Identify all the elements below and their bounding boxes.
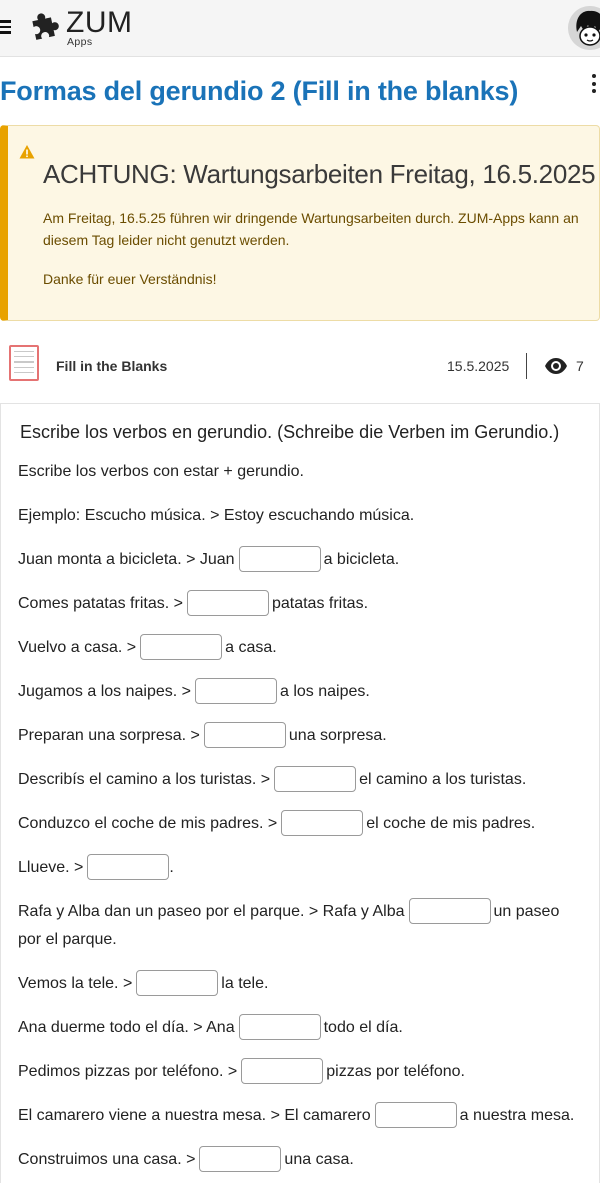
exercise-intro: Escribe los verbos con estar + gerundio. bbox=[18, 463, 304, 480]
exercise-item bbox=[18, 1058, 465, 1086]
item-text-after: a los naipes. bbox=[280, 683, 370, 700]
exercise-item bbox=[18, 590, 368, 618]
item-text-before: Llueve. > bbox=[18, 859, 84, 876]
app-type-label: Fill in the Blanks bbox=[56, 358, 168, 374]
item-text-after: pizzas por teléfono. bbox=[326, 1063, 465, 1080]
answer-input-4[interactable] bbox=[195, 678, 277, 704]
alert-text: Am Freitag, 16.5.25 führen wir dringende Wartungsarbeiten durch. ZUM-Apps kann an diesem Tag leider nicht genutzt werden. bbox=[43, 210, 579, 248]
exercise-item bbox=[18, 678, 370, 706]
exercise-instructions: Escribe los verbos en gerundio. (Schreibe die Verben im Gerundio.) bbox=[20, 422, 560, 442]
answer-input-7[interactable] bbox=[281, 810, 363, 836]
item-text-after: a bicicleta. bbox=[323, 551, 400, 568]
item-text-after: el camino a los turistas. bbox=[359, 771, 527, 788]
answer-input-6[interactable] bbox=[274, 766, 356, 792]
alert-thanks: Danke für euer Verständnis! bbox=[43, 271, 217, 287]
hamburger-menu-icon[interactable] bbox=[0, 20, 12, 36]
item-text-after: una sorpresa. bbox=[288, 727, 387, 744]
item-text-before: Jugamos a los naipes. > bbox=[18, 683, 191, 700]
item-text-before: Conduzco el coche de mis padres. > bbox=[18, 815, 278, 832]
item-text-before: El camarero viene a nuestra mesa. > El camarero bbox=[18, 1107, 371, 1124]
item-text-before: Preparan una sorpresa. > bbox=[18, 727, 200, 744]
logo-text: ZUM bbox=[66, 6, 133, 39]
exercise-item bbox=[18, 970, 268, 998]
answer-input-12[interactable] bbox=[241, 1058, 323, 1084]
item-text-before: Juan monta a bicicleta. > Juan bbox=[18, 551, 235, 568]
item-text-after: el coche de mis padres. bbox=[366, 815, 536, 832]
more-options-icon[interactable] bbox=[589, 74, 599, 100]
item-text-before: Describís el camino a los turistas. > bbox=[18, 771, 271, 788]
answer-input-3[interactable] bbox=[140, 634, 222, 660]
item-text-before: Pedimos pizzas por teléfono. > bbox=[18, 1063, 238, 1080]
item-text-after: a casa. bbox=[225, 639, 277, 656]
item-text-after: a nuestra mesa. bbox=[459, 1107, 575, 1124]
exercise-item bbox=[18, 766, 526, 794]
item-text-before: Vemos la tele. > bbox=[18, 975, 133, 992]
answer-input-5[interactable] bbox=[204, 722, 286, 748]
item-text-before: Construimos una casa. > bbox=[18, 1151, 196, 1168]
warning-icon bbox=[19, 144, 35, 160]
exercise-item bbox=[18, 634, 277, 662]
exercise-item bbox=[18, 1102, 574, 1130]
item-text-after: un paseo por el parque. bbox=[18, 903, 560, 948]
item-text-after: la tele. bbox=[221, 975, 269, 992]
item-text-after: una casa. bbox=[284, 1151, 354, 1168]
exercise-item bbox=[18, 1146, 354, 1174]
answer-input-14[interactable] bbox=[199, 1146, 281, 1172]
app-meta-row bbox=[0, 340, 600, 392]
item-text-after: todo el día. bbox=[323, 1019, 403, 1036]
exercise-item bbox=[18, 854, 174, 882]
item-text-before: Vuelvo a casa. > bbox=[18, 639, 137, 656]
exercise-item bbox=[18, 1014, 403, 1042]
logo-subtitle: Apps bbox=[67, 36, 93, 48]
app-date: 15.5.2025 bbox=[447, 358, 510, 374]
item-text-before: Ana duerme todo el día. > Ana bbox=[18, 1019, 235, 1036]
exercise-item bbox=[18, 722, 387, 750]
exercise-card bbox=[0, 403, 600, 1183]
exercise-item bbox=[18, 546, 399, 574]
eye-icon bbox=[544, 357, 568, 375]
app-thumbnail bbox=[9, 345, 39, 381]
maintenance-alert bbox=[0, 125, 600, 321]
answer-input-9[interactable] bbox=[409, 898, 491, 924]
item-text-after: patatas fritas. bbox=[271, 595, 369, 612]
top-bar bbox=[0, 0, 600, 57]
item-text-before: Rafa y Alba dan un paseo por el parque. > Rafa y Alba bbox=[18, 903, 405, 920]
answer-input-1[interactable] bbox=[239, 546, 321, 572]
user-avatar-icon[interactable] bbox=[568, 6, 600, 50]
view-count: 7 bbox=[576, 358, 584, 374]
exercise-item bbox=[18, 810, 535, 838]
item-text-after: . bbox=[169, 859, 174, 876]
zum-apps-logo[interactable] bbox=[26, 7, 136, 49]
answer-input-10[interactable] bbox=[136, 970, 218, 996]
answer-input-2[interactable] bbox=[187, 590, 269, 616]
exercise-item bbox=[18, 898, 578, 954]
answer-input-11[interactable] bbox=[239, 1014, 321, 1040]
alert-title: ACHTUNG: Wartungsarbeiten Freitag, 16.5.2025 bbox=[43, 159, 596, 189]
page-title: Formas del gerundio 2 (Fill in the blanks) bbox=[0, 76, 519, 106]
item-text-before: Comes patatas fritas. > bbox=[18, 595, 183, 612]
meta-divider bbox=[526, 353, 527, 379]
answer-input-8[interactable] bbox=[87, 854, 169, 880]
exercise-example: Ejemplo: Escucho música. > Estoy escuchando música. bbox=[18, 507, 415, 524]
puzzle-logo-icon bbox=[26, 10, 62, 46]
answer-input-13[interactable] bbox=[375, 1102, 457, 1128]
